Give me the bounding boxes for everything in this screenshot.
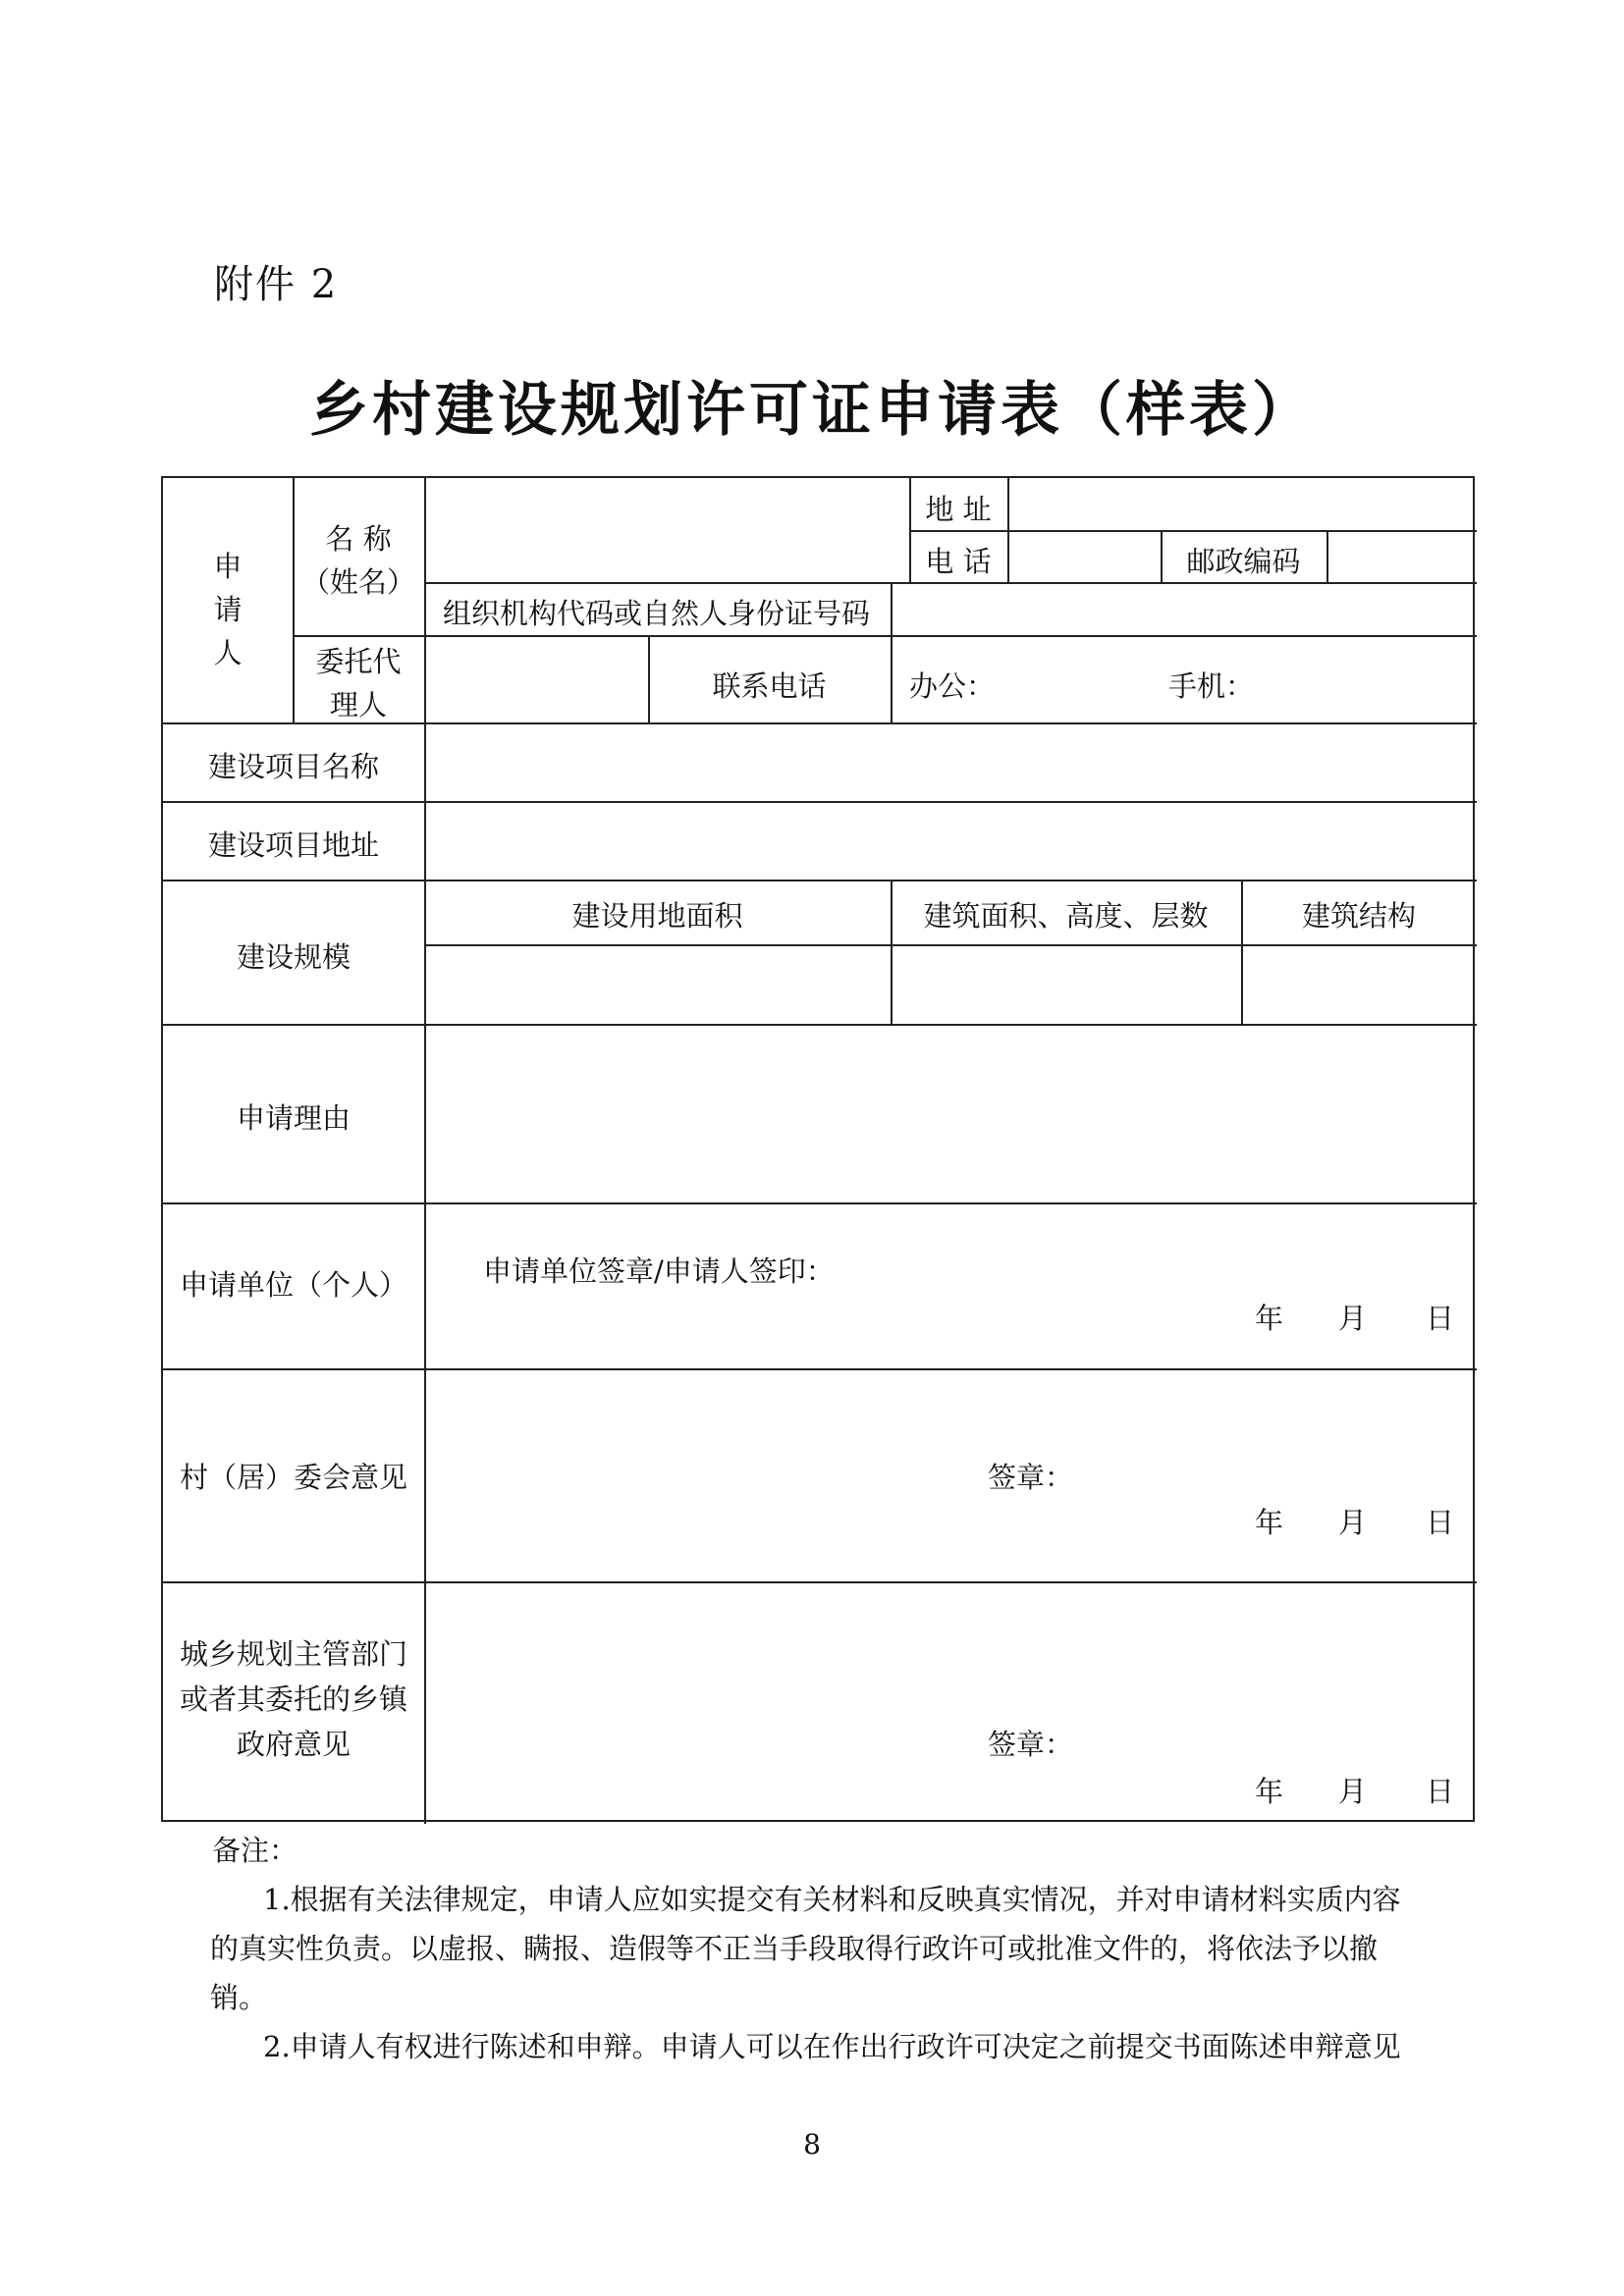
agent-label: 委托代 xyxy=(315,645,402,678)
application-form-table xyxy=(161,476,1475,1822)
date-year: 年 xyxy=(1255,1775,1284,1808)
agent-label-2: 理人 xyxy=(329,688,387,721)
planning-dept-label-1: 城乡规划主管部门 xyxy=(179,1637,407,1671)
notes-heading: 备注： xyxy=(212,1834,298,1867)
org-code-label: 组织机构代码或自然人身份证号码 xyxy=(443,597,871,630)
note-item-2: 2.申请人有权进行陈述和申辩。申请人可以在作出行政许可决定之前提交书面陈述申辩意见 xyxy=(263,2030,1401,2063)
land-area-label: 建设用地面积 xyxy=(571,899,743,933)
notes-section xyxy=(212,1826,1430,2071)
mobile-phone-label: 手机： xyxy=(1168,669,1255,703)
name-label-alt: （姓名） xyxy=(300,565,415,599)
applicant-label-chars: 申请人 xyxy=(213,550,243,669)
date-month: 月 xyxy=(1338,1302,1368,1335)
attachment-label: 附件 2 xyxy=(214,262,339,307)
planning-seal-label: 签章： xyxy=(988,1728,1074,1761)
address-label: 地 址 xyxy=(925,493,992,526)
date-day: 日 xyxy=(1426,1775,1455,1808)
date-year: 年 xyxy=(1255,1302,1284,1335)
date-year: 年 xyxy=(1255,1506,1284,1539)
building-area-label: 建筑面积、高度、层数 xyxy=(923,899,1209,933)
project-address-label: 建设项目地址 xyxy=(207,828,379,862)
planning-dept-label-3: 政府意见 xyxy=(236,1728,351,1761)
project-name-label: 建设项目名称 xyxy=(207,750,379,783)
form-title: 乡村建设规划许可证申请表（样表） xyxy=(309,376,1315,445)
note-item-1-cont: 的真实性负责。以虚报、瞒报、造假等不正当手段取得行政许可或批准文件的，将依法予以撤销。 xyxy=(210,1932,1379,2014)
note-item-1: 1.根据有关法律规定，申请人应如实提交有关材料和反映真实情况，并对申请材料实质内容 xyxy=(263,1883,1401,1916)
reason-label: 申请理由 xyxy=(236,1101,351,1135)
village-seal-label: 签章： xyxy=(988,1461,1074,1494)
structure-label: 建筑结构 xyxy=(1301,899,1416,933)
village-committee-label: 村（居）委会意见 xyxy=(179,1461,407,1494)
date-day: 日 xyxy=(1426,1302,1455,1335)
applicant-group-label xyxy=(163,545,293,674)
postcode-label: 邮政编码 xyxy=(1186,545,1301,578)
page-number: 8 xyxy=(803,2128,821,2161)
planning-dept-label-2: 或者其委托的乡镇 xyxy=(179,1682,407,1716)
scale-label: 建设规模 xyxy=(236,940,351,974)
contact-phone-label: 联系电话 xyxy=(712,669,827,703)
date-day: 日 xyxy=(1426,1506,1455,1539)
applicant-seal-label: 申请单位签章/申请人签印： xyxy=(483,1255,835,1288)
name-label: 名 称 xyxy=(325,522,392,556)
applicant-unit-label: 申请单位（个人） xyxy=(179,1268,407,1302)
office-phone-label: 办公： xyxy=(909,669,996,703)
date-month: 月 xyxy=(1338,1775,1368,1808)
date-month: 月 xyxy=(1338,1506,1368,1539)
phone-label: 电 话 xyxy=(925,545,992,578)
